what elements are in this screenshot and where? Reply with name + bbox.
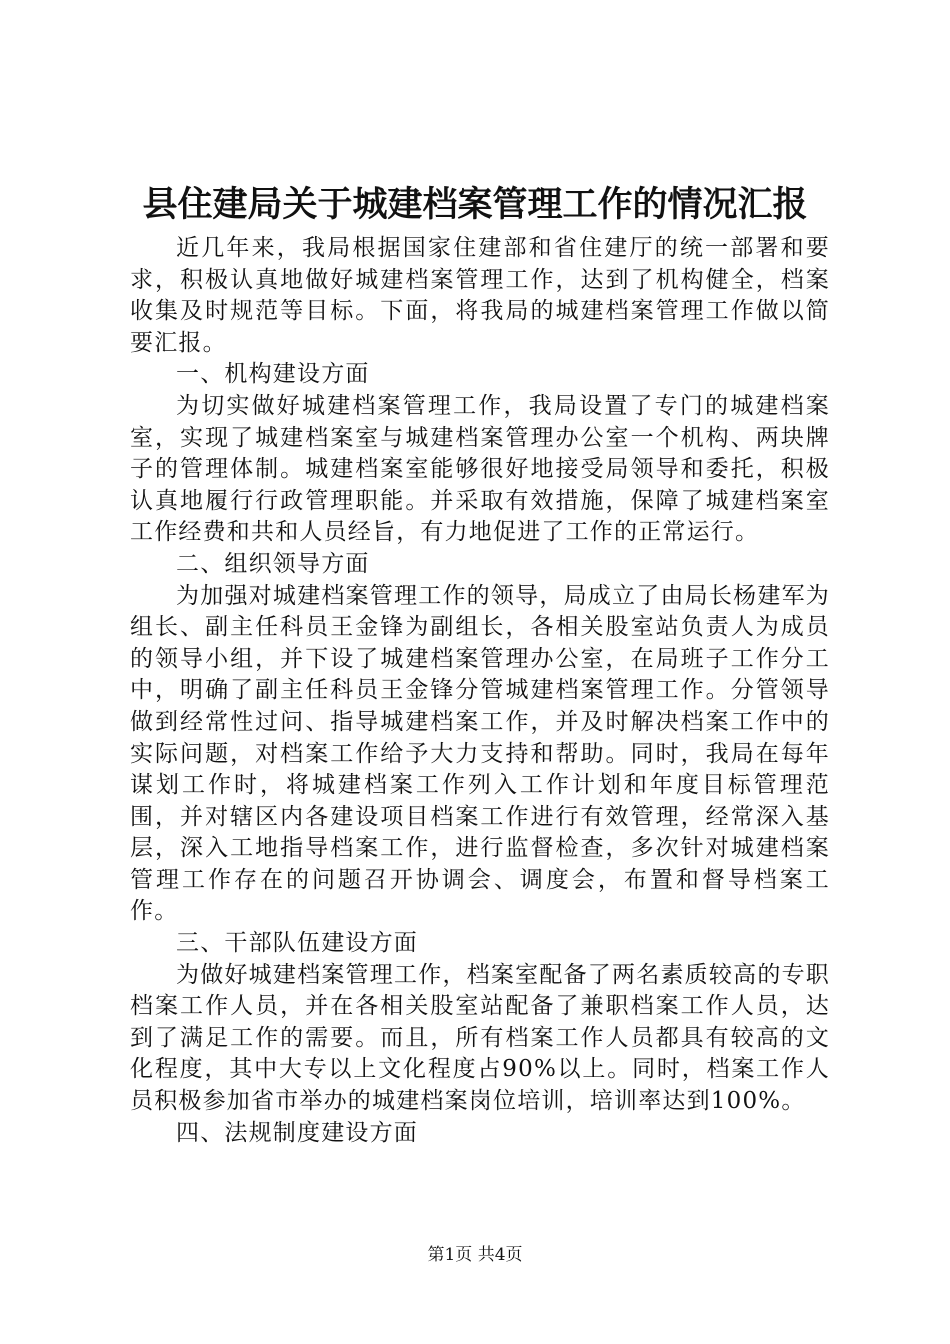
paragraph-section-2: 为加强对城建档案管理工作的领导，局成立了由局长杨建军为组长、副主任科员王金锋为副组长，各相关股室站负责人为成员的领导小组，并下设了城建档案管理办公室，在局班子工作分工中，明确了副主任科员王金锋分管城建档案管理工作。分管领导做到经常性过问、指导城建档案工作，并及时解决档案工作中的实际问题，对档案工作给予大力支持和帮助。同时，我局在每年谋划工作时，将城建档案工作列入工作计划和年度目标管理范围，并对辖区内各建设项目档案工作进行有效管理，经常深入基层，深入工地指导档案工作，进行监督检查，多次针对城建档案管理工作存在的问题召开协调会、调度会，布置和督导档案工作。 (130, 582, 830, 925)
document-title: 县住建局关于城建档案管理工作的情况汇报 (142, 184, 808, 225)
section-heading-2: 二、组织领导方面 (176, 550, 370, 577)
section-heading-3: 三、干部队伍建设方面 (176, 930, 418, 957)
paragraph-intro: 近几年来，我局根据国家住建部和省住建厅的统一部署和要求，积极认真地做好城建档案管理工作，达到了机构健全，档案收集及时规范等目标。下面，将我局的城建档案管理工作做以简要汇报。 (130, 235, 830, 356)
section-heading-4: 四、法规制度建设方面 (176, 1119, 418, 1146)
paragraph-section-1: 为切实做好城建档案管理工作，我局设置了专门的城建档案室，实现了城建档案室与城建档案管理办公室一个机构、两块牌子的管理体制。城建档案室能够很好地接受局领导和委托，积极认真地履行行政管理职能。并采取有效措施，保障了城建档案室工作经费和共和人员经旨，有力地促进了工作的正常运行。 (130, 392, 830, 546)
paragraph-section-3: 为做好城建档案管理工作，档案室配备了两名素质较高的专职档案工作人员，并在各相关股室站配备了兼职档案工作人员，达到了满足工作的需要。而且，所有档案工作人员都具有较高的文化程度，其中大专以上文化程度占90%以上。同时，档案工作人员积极参加省市举办的城建档案岗位培训，培训率达到100%。 (130, 961, 830, 1115)
section-heading-1: 一、机构建设方面 (176, 361, 370, 388)
page-number-footer: 第1页 共4页 (427, 1245, 523, 1265)
document-body (130, 233, 830, 1149)
